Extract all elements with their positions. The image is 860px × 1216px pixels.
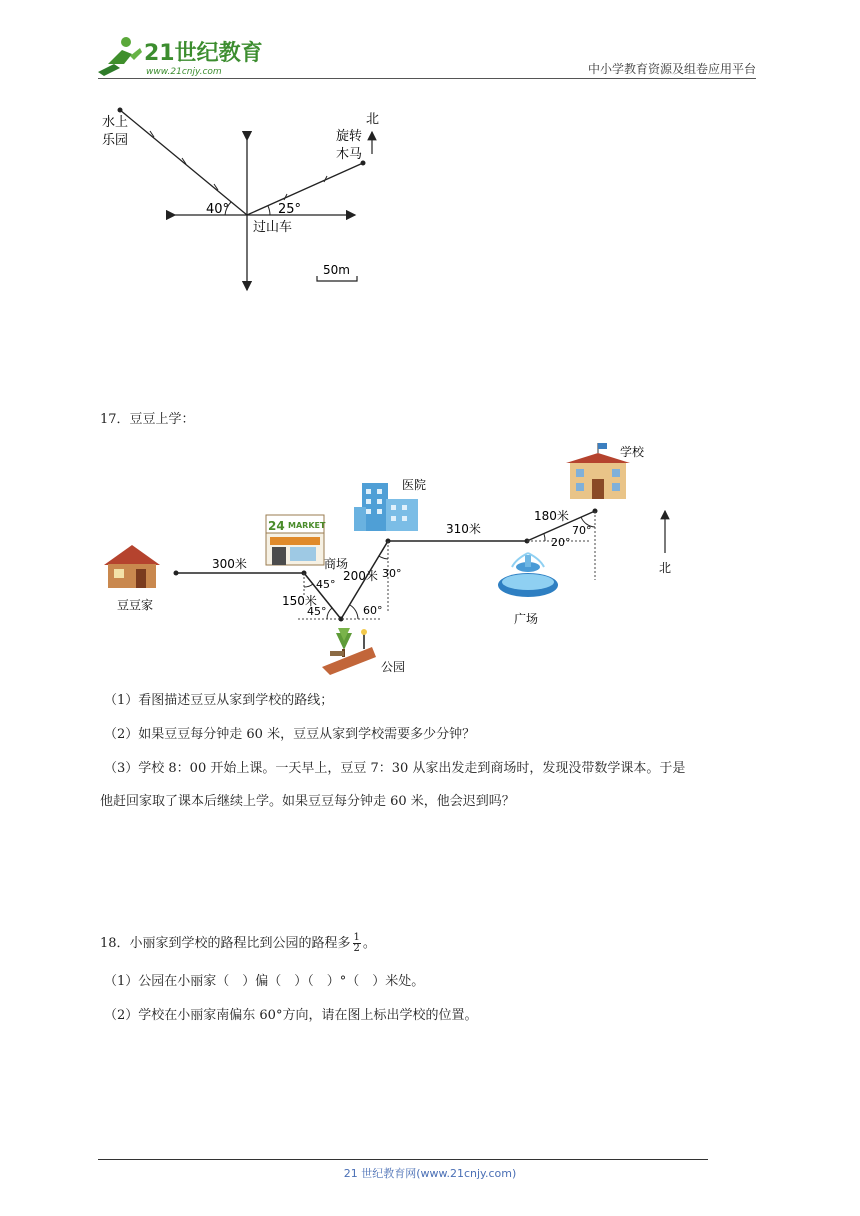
carousel-label-2: 木马 xyxy=(336,147,363,162)
water-park-label-1: 水上 xyxy=(102,115,129,130)
label-school: 学校 xyxy=(620,445,645,459)
logo-url: www.21cnjy.com xyxy=(146,67,222,77)
q17-part1: （1）看图描述豆豆从家到学校的路线； xyxy=(104,693,334,708)
dist-park-hospital: 200米 xyxy=(343,569,378,583)
angle-label-left: 40° xyxy=(206,202,230,217)
market-icon xyxy=(266,515,326,565)
logo-text: 21世纪教育 xyxy=(144,41,263,66)
label-plaza: 广场 xyxy=(514,612,539,626)
site-name: 中小学教育资源及组卷应用平台 xyxy=(587,62,756,76)
q18-fraction: $\frac{1}{2}$ xyxy=(353,932,360,954)
q18-title-text: 18．小丽家到学校的路程比到公园的路程多 xyxy=(100,936,351,951)
angle-market: 45° xyxy=(316,578,336,591)
water-park-label-2: 乐园 xyxy=(102,133,129,148)
label-park: 公园 xyxy=(381,660,406,674)
angle-arc-right xyxy=(268,206,270,215)
footer-divider xyxy=(98,1159,708,1160)
angle-hospital: 30° xyxy=(382,567,402,580)
north-label-1: 北 xyxy=(366,112,380,127)
park-icon xyxy=(322,628,376,675)
svg-text:MARKET: MARKET xyxy=(288,521,326,530)
line-to-carousel xyxy=(247,163,363,215)
dist-plaza-school: 180米 xyxy=(534,509,569,523)
fountain-icon xyxy=(498,553,558,597)
direction-diagram-1 xyxy=(0,90,860,310)
dist-market-park: 150米 xyxy=(282,594,317,608)
angle-label-right: 25° xyxy=(278,202,302,217)
q17-part3-line2: 他赶回家取了课本后继续上学。如果豆豆每分钟走 60 米，他会迟到吗？ xyxy=(100,794,515,809)
q17-title: 17．豆豆上学： xyxy=(100,412,195,427)
carousel-label-1: 旋转 xyxy=(336,129,363,144)
svg-text:24: 24 xyxy=(268,519,285,533)
angle-school: 70° xyxy=(572,524,592,537)
q18-part1: （1）公园在小丽家（ ）偏（ ）（ ）°（ ）米处。 xyxy=(104,974,425,989)
route-map xyxy=(0,435,860,685)
line-to-water-park xyxy=(120,110,247,215)
footer-text: 21 世纪教育网(www.21cnjy.com) xyxy=(343,1167,517,1180)
scale-label: 50m xyxy=(323,263,350,277)
label-north-2: 北 xyxy=(659,561,672,575)
q17-part3-line1: （3）学校 8：00 开始上课。一天早上，豆豆 7：30 从家出发走到商场时，发现没带数学课本。于是 xyxy=(104,761,686,776)
q18-part2: （2）学校在小丽家南偏东 60°方向，请在图上标出学校的位置。 xyxy=(104,1008,478,1023)
label-hospital: 医院 xyxy=(402,478,427,492)
water-park-point xyxy=(118,108,123,113)
house-icon xyxy=(104,545,160,588)
q18-title xyxy=(100,933,376,954)
angle-plaza: 20° xyxy=(551,536,571,549)
header-divider xyxy=(98,78,756,79)
runner-icon xyxy=(98,37,142,76)
dist-home-market: 300米 xyxy=(212,557,247,571)
angle-park-right: 60° xyxy=(363,604,383,617)
dist-hospital-plaza: 310米 xyxy=(446,522,481,536)
coaster-label: 过山车 xyxy=(253,220,293,235)
q18-title-end: 。 xyxy=(362,936,376,951)
q17-part2: （2）如果豆豆每分钟走 60 米，豆豆从家到学校需要多少分钟？ xyxy=(104,727,476,742)
angle-park-left: 45° xyxy=(307,605,327,618)
site-logo xyxy=(96,34,266,78)
label-market: 商场 xyxy=(324,557,349,571)
label-home: 豆豆家 xyxy=(117,598,154,612)
